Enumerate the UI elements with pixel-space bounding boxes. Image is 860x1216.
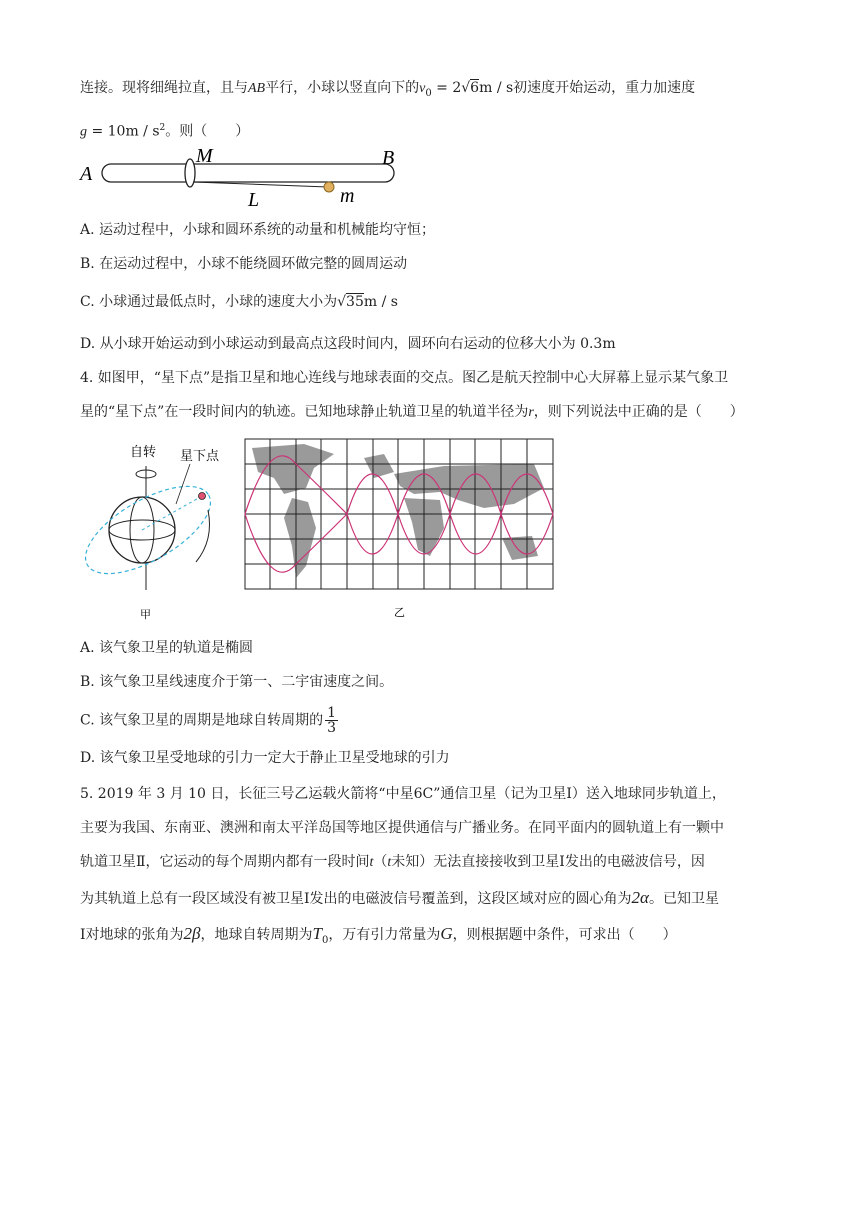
text: 未知）无法直接接收到卫星Ⅰ发出的电磁波信号，因 — [391, 854, 705, 870]
q3-option-a: A. 运动过程中，小球和圆环系统的动量和机械能均守恒； — [80, 222, 436, 238]
q4-option-b: B. 该气象卫星线速度介于第一、二宇宙速度之间。 — [80, 674, 394, 690]
text: 为其轨道上总有一段区域没有被卫星Ⅰ发出的电磁波信号覆盖到，这段区域对应的圆心角为 — [80, 891, 632, 907]
var-2alpha: 2α — [631, 888, 649, 907]
sqrt-content: 35 — [346, 294, 364, 310]
caption-jia: 甲 — [140, 609, 151, 620]
var-t: t — [387, 855, 392, 870]
q3-option-c — [80, 292, 398, 312]
text: ”通信卫星（记为卫星Ⅰ）送入地球同步轨道上， — [433, 786, 726, 802]
var-g: G — [440, 924, 453, 943]
motion-arrow — [196, 510, 210, 562]
var-g: g — [80, 124, 87, 140]
ball — [324, 182, 334, 192]
unit: m / s — [479, 80, 514, 96]
string — [193, 182, 328, 187]
q5-line4 — [80, 888, 719, 909]
denominator: 3 — [327, 720, 337, 736]
var-r: r — [528, 405, 534, 420]
label-subpoint: 星下点 — [180, 448, 220, 463]
text: C. 该气象卫星的周期是地球自转周期的 — [80, 712, 324, 729]
text: 。已知卫星 — [648, 891, 719, 907]
sup: 2 — [159, 123, 166, 133]
q4-stem-line2 — [80, 402, 744, 423]
q3-stem-line1 — [80, 78, 695, 104]
sub: 0 — [321, 934, 329, 946]
q4-option-c — [80, 706, 340, 742]
label-m-ring: M — [196, 145, 213, 167]
q5-line1 — [80, 784, 726, 804]
text: ，万有引力常量为 — [328, 927, 441, 943]
q4-figure-jia — [78, 440, 228, 620]
text: 轨道卫星Ⅱ，它运动的每个周期内都有一段时间 — [80, 854, 370, 870]
fraction-one-third — [325, 706, 338, 735]
australia — [502, 536, 538, 560]
text: ，则根据题中条件，可求出（ ） — [452, 927, 677, 943]
var-t0: T — [312, 924, 322, 943]
q3-option-b: B. 在运动过程中，小球不能绕圆环做完整的圆周运动 — [80, 256, 408, 272]
label-l: L — [248, 189, 260, 210]
text: = 10m / s — [87, 123, 160, 140]
label-rotate: 自转 — [130, 444, 157, 459]
q4-option-d: D. 该气象卫星受地球的引力一定大于静止卫星受地球的引力 — [80, 750, 450, 766]
text: Ⅰ对地球的张角为 — [80, 927, 184, 943]
var-ab: AB — [248, 81, 266, 96]
label-b: B — [382, 147, 395, 169]
q4-stem-line1: 4. 如图甲，“星下点”是指卫星和地心连线与地球表面的交点。图乙是航天控制中心大屏幕上显示某气象卫 — [80, 370, 729, 386]
text: C. 小球通过最低点时，小球的速度大小为 — [80, 294, 338, 310]
var-2beta: 2β — [183, 924, 201, 943]
text: = 2 — [431, 80, 462, 96]
text: ，地球自转周期为 — [200, 927, 313, 943]
text: 星的“星下点”在一段时间内的轨迹。已知地球静止轨道卫星的轨道半径为 — [80, 404, 529, 420]
text: 初速度开始运动，重力加速度 — [513, 80, 696, 96]
ring — [185, 159, 195, 187]
q4-figure-yi — [244, 438, 556, 622]
q3-option-d: D. 从小球开始运动到小球运动到最高点这段时间内，圆环向右运动的位移大小为 0.3m — [80, 336, 616, 352]
rod — [102, 164, 394, 182]
satellite — [199, 493, 206, 500]
text: 连接。现将细绳拉直，且与 — [80, 80, 248, 96]
var-t: t — [369, 855, 374, 870]
south-america — [284, 498, 316, 578]
satellite-model: 6C — [413, 786, 434, 802]
var-v0: v — [419, 81, 426, 96]
numerator: 1 — [327, 705, 337, 721]
sqrt-sign: √ — [337, 294, 347, 310]
sqrt-content: 6 — [470, 80, 480, 96]
text: 。则（ ） — [165, 123, 250, 140]
q4-option-a: A. 该气象卫星的轨道是椭圆 — [80, 640, 254, 656]
q3-figure — [78, 144, 408, 210]
sub: 0 — [425, 87, 432, 99]
unit: m / s — [363, 294, 398, 310]
q3-stem-line2 — [80, 118, 249, 143]
q5-line5 — [80, 924, 677, 951]
caption-yi: 乙 — [394, 607, 405, 619]
q5-line3 — [80, 852, 705, 873]
text: 平行，小球以竖直向下的 — [265, 80, 420, 96]
sqrt-sign: √ — [461, 80, 471, 96]
text: 5. 2019 年 3 月 10 日，长征三号乙运载火箭将“中星 — [80, 786, 414, 802]
text: ，则下列说法中正确的是（ ） — [533, 404, 744, 420]
text: （ — [373, 854, 388, 870]
label-mass: m — [340, 185, 355, 207]
label-a: A — [80, 163, 93, 185]
subpoint-leader — [176, 464, 190, 504]
q5-line2: 主要为我国、东南亚、澳洲和南太平洋岛国等地区提供通信与广播业务。在同平面内的圆轨道上有一颗中 — [80, 820, 724, 836]
